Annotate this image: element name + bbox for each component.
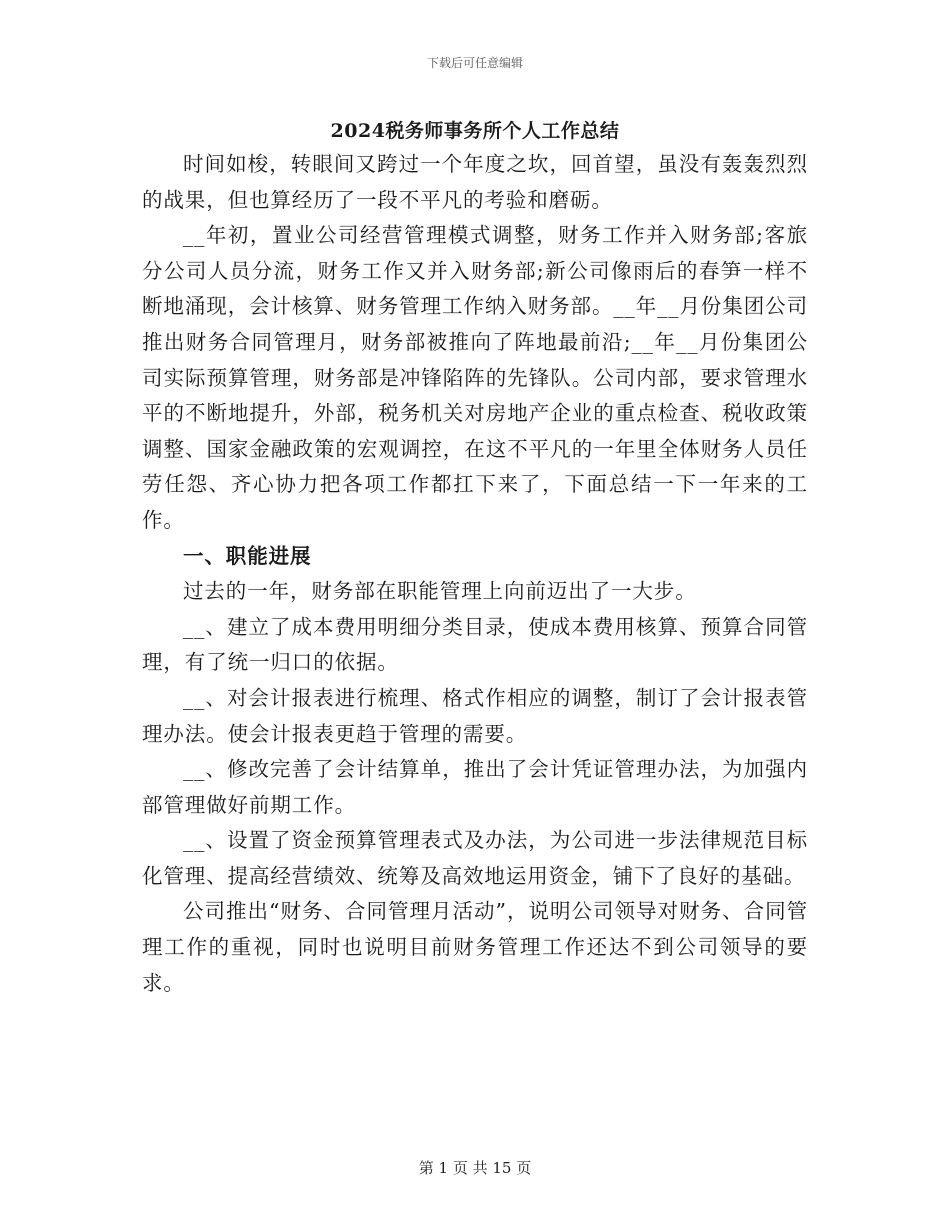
paragraph-background: __年初，置业公司经营管理模式调整，财务工作并入财务部;客旅分公司人员分流，财务工作又并入财务部;新公司像雨后的春笋一样不断地涌现，会计核算、财务管理工作纳入财务部。__年__月份集团公司推出财务合同管理月，财务部被推向了阵地最前沿;__年__月份集团公司实际预算管理，财务部是冲锋陷阵的先锋队。公司内部，要求管理水平的不断地提升，外部，税务机关对房地产企业的重点检查、税收政策调整、国家金融政策的宏观调控，在这不平凡的一年里全体财务人员任劳任怨、齐心协力把各项工作都扛下来了，下面总结一下一年来的工作。 bbox=[142, 223, 808, 532]
paragraph-intro: 时间如梭，转眼间又跨过一个年度之坎，回首望，虽没有轰轰烈烈的战果，但也算经历了一段不平凡的考验和磨砺。 bbox=[142, 152, 808, 212]
paragraph-item-2: __、对会计报表进行梳理、格式作相应的调整，制订了会计报表管理办法。使会计报表更趋于管理的需要。 bbox=[142, 685, 808, 746]
document-body bbox=[142, 147, 808, 1001]
document-title: 2024税务师事务所个人工作总结 bbox=[330, 120, 620, 142]
page-header-note: 下载后可任意编辑 bbox=[426, 56, 523, 70]
paragraph-item-4: __、设置了资金预算管理表式及办法，为公司进一步法律规范目标化管理、提高经营绩效、统筹及高效地运用资金，铺下了良好的基础。 bbox=[142, 828, 808, 888]
paragraph-section-intro: 过去的一年，财务部在职能管理上向前迈出了一大步。 bbox=[183, 579, 697, 604]
section-heading: 一、职能进展 bbox=[183, 543, 312, 568]
paragraph-item-3: __、修改完善了会计结算单，推出了会计凭证管理办法，为加强内部管理做好前期工作。 bbox=[142, 757, 808, 817]
page-number: 第 1 页 共 15 页 bbox=[418, 1159, 532, 1177]
paragraph-closing: 公司推出“财务、合同管理月活动”，说明公司领导对财务、合同管理工作的重视，同时也说明目前财务管理工作还达不到公司领导的要求。 bbox=[142, 899, 808, 995]
paragraph-item-1: __、建立了成本费用明细分类目录，使成本费用核算、预算合同管理，有了统一归口的依据。 bbox=[142, 614, 808, 675]
